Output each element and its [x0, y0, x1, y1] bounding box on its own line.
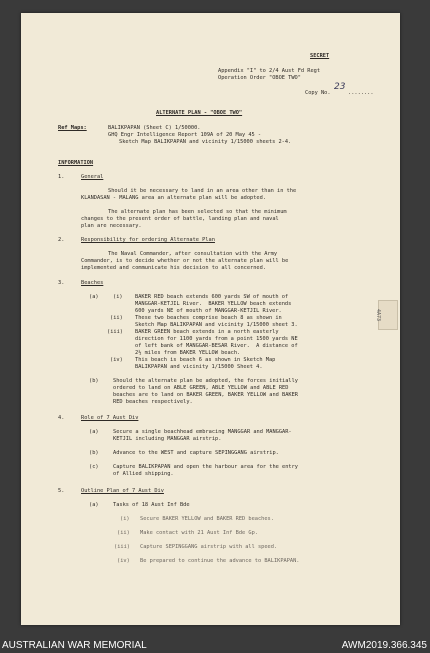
section-heading-information: INFORMATION	[58, 160, 94, 166]
para-text: The alternate plan has been selected so that the minimum	[108, 209, 287, 215]
ref-maps-line-3: Sketch Map BALIKPAPAN and vicinity 1/15000 sheets 2-4.	[119, 139, 292, 145]
para-text: Should it be necessary to land in an area other than in the	[108, 188, 297, 194]
para-text: Secure a single beachhead embracing MANGGAR and MANGGAR-	[113, 429, 292, 435]
para-number: 1.	[58, 174, 65, 180]
sub-label: (b)	[89, 378, 99, 384]
para-text: MANGGAR-KETJIL River. BAKER YELLOW beach extends	[135, 301, 292, 307]
para-title-beaches: Beaches	[81, 280, 104, 286]
para-title-general: General	[81, 174, 104, 180]
archive-tab	[375, 300, 398, 330]
footer-source: AUSTRALIAN WAR MEMORIAL	[2, 640, 147, 651]
sub-label: (iii)	[107, 329, 123, 335]
footer-accession: AWM2019.366.345	[341, 640, 427, 651]
sub-label: (i)	[120, 516, 130, 522]
para-title-role: Role of 7 Aust Div	[81, 415, 139, 421]
para-text: Commander, is to decide whether or not the alternate plan will be	[81, 258, 289, 264]
para-text: changes to the present order of battle, landing plan and naval	[81, 216, 279, 222]
copy-no-value: 23	[334, 82, 346, 92]
para-text: Should the alternate plan be adopted, the forces initially	[113, 378, 298, 384]
para-text: Capture BALIKPAPAN and open the harbour area for the entry	[113, 464, 298, 470]
para-text: ordered to land on ABLE GREEN, ABLE YELLOW and ABLE RED	[113, 385, 289, 391]
archive-tab-label: 4A73	[375, 309, 381, 322]
para-text: BAKER RED beach extends 600 yards SW of mouth of	[135, 294, 289, 300]
para-text: 600 yards NE of mouth of MANGGAR-KETJIL River.	[135, 308, 282, 314]
para-number: 3.	[58, 280, 65, 286]
sub-label: (ii)	[117, 530, 130, 536]
footer-bar	[0, 638, 430, 653]
sub-label: (a)	[89, 502, 99, 508]
para-text: Tasks of 18 Aust Inf Bde	[113, 502, 190, 508]
para-text: Be prepared to continue the advance to BALIKPAPAN.	[140, 558, 300, 564]
para-text: Make contact with 21 Aust Inf Bde Gp.	[140, 530, 258, 536]
para-text: KETJIL including MANGGAR airstrip.	[113, 436, 222, 442]
document-page	[21, 13, 400, 625]
sub-label: (i)	[113, 294, 123, 300]
para-text: implemented and communicate his decision to all concerned.	[81, 265, 266, 271]
classification-mark: SECRET	[310, 53, 330, 59]
para-text: of left bank of MANGGAR-BESAR River. A distance of	[135, 343, 298, 349]
para-text: Secure BAKER YELLOW and BAKER RED beaches.	[140, 516, 274, 522]
para-text: beaches are to land on BAKER GREEN, BAKER YELLOW and BAKER	[113, 392, 298, 398]
copy-no-dots: ........	[348, 90, 374, 96]
sub-label: (ii)	[110, 315, 123, 321]
para-text: The Naval Commander, after consultation with the Army	[108, 251, 278, 257]
para-text: BAKER GREEN beach extends in a north easterly	[135, 329, 279, 335]
para-text: RED beaches respectively.	[113, 399, 193, 405]
para-text: BALIKPAPAN and vicinity 1/15000 Sheet 4.	[135, 364, 263, 370]
ref-maps-line-1: BALIKPAPAN (Sheet C) 1/50000.	[108, 125, 201, 131]
para-title-outline: Outline Plan of 7 Aust Div	[81, 488, 164, 494]
para-text: Sketch Map BALIKPAPAN and vicinity 1/15000 sheet 3.	[135, 322, 298, 328]
ref-maps-line-2: GHQ Engr Intelligence Report 109A of 20 May 45 -	[108, 132, 262, 138]
appendix-line-1: Appendix "I" to 2/4 Aust Fd Regt	[218, 68, 321, 74]
sub-label: (a)	[89, 294, 99, 300]
para-text: These two beaches comprise beach 8 as shown in	[135, 315, 282, 321]
para-text: Advance to the WEST and capture SEPINGGANG airstrip.	[113, 450, 279, 456]
sub-label: (c)	[89, 464, 99, 470]
document-title: ALTERNATE PLAN - "OBOE TWO"	[156, 110, 243, 116]
para-text: Capture SEPINGGANG airstrip with all speed.	[140, 544, 278, 550]
para-number: 5.	[58, 488, 65, 494]
para-title-responsibility: Responsibility for ordering Alternate Plan	[81, 237, 215, 243]
para-text: direction for 1100 yards from a point 1500 yards NE	[135, 336, 298, 342]
appendix-line-2: Operation Order "OBOE TWO"	[218, 75, 301, 81]
ref-maps-label: Ref Maps:	[58, 125, 87, 131]
para-text: of Allied shipping.	[113, 471, 174, 477]
para-number: 2.	[58, 237, 65, 243]
sub-label: (iii)	[114, 544, 130, 550]
sub-label: (a)	[89, 429, 99, 435]
copy-no-label: Copy No.	[305, 90, 331, 96]
para-text: 2½ miles from BAKER YELLOW beach.	[135, 350, 241, 356]
sub-label: (iv)	[117, 558, 130, 564]
sub-label: (iv)	[110, 357, 123, 363]
para-text: KLANDASAN - MALANG area an alternate plan will be adopted.	[81, 195, 266, 201]
para-text: This beach is beach 6 as shown in Sketch Map	[135, 357, 276, 363]
sub-label: (b)	[89, 450, 99, 456]
para-number: 4.	[58, 415, 65, 421]
para-text: plan are necessary.	[81, 223, 142, 229]
